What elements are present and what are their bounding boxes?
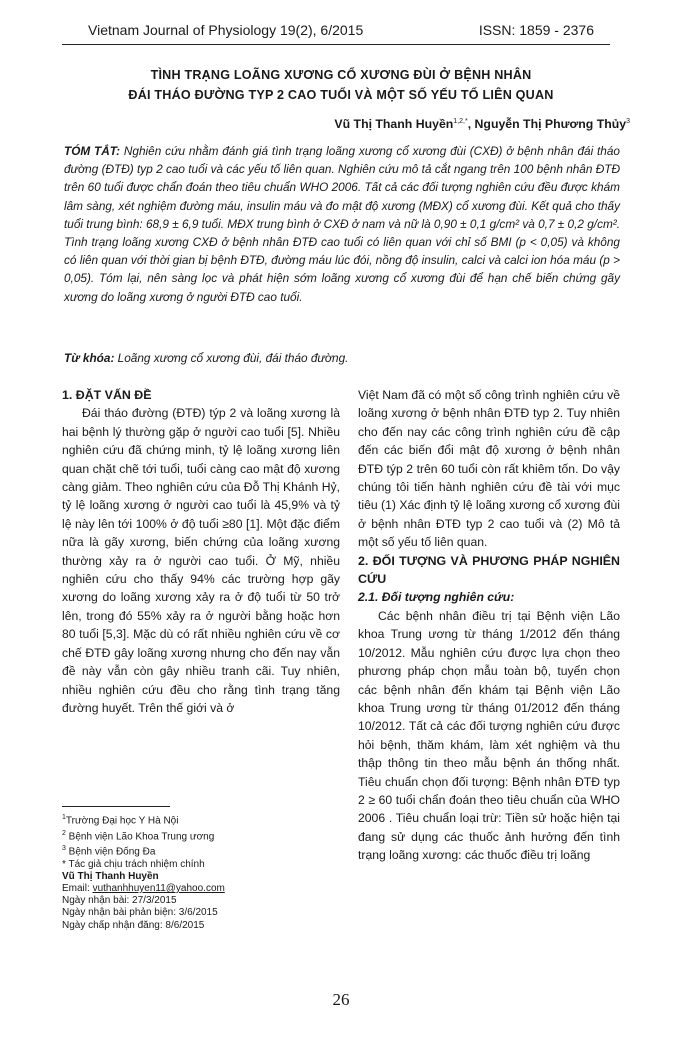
- date-received: Ngày nhận bài: 27/3/2015: [62, 895, 177, 907]
- section-1-paragraph-1: Đái tháo đường (ĐTĐ) týp 2 và loãng xương là hai bệnh lý thường gặp ở người cao tuổi [5]. Nhiều nghiên cứu đã chứng minh, tỷ lệ loãng xương liên quan chặt chẽ tới tuổi, tuổi càng cao mật độ xương càng giảm. Theo nghiên cứu của Đỗ Thị Khánh Hỷ, tỷ lệ loãng xương ở người cao tuổi là 45,9% và tỷ lệ này lên tới 100% ở độ tuổi ≥80 [1]. Một đặc điểm nữa là gãy xương, biến chứng của loãng xương thường xảy ra ở người cao tuổi. Ở Mỹ, nhiều nghiên cứu cho thấy 94% các trường hợp gãy xương do loãng xương xảy ra ở độ tuổi từ 50 trở lên, trong đó 55% xảy ra ở người bằng hoặc hơn 80 tuổi [5,3]. Mặc dù có rất nhiều nghiên cứu về cơ chế ĐTĐ gây loãng xương nhưng cho đến nay vẫn đề này vẫn còn gây nhiều tranh cãi. Tuy nhiên, nhiều nghiên cứu đều cho rằng tình trạng tăng đường huyết. Trên thế giới và ở: [62, 406, 340, 715]
- footnote-1-mark: 1: [62, 814, 66, 821]
- issn: ISSN: 1859 - 2376: [478, 22, 594, 38]
- footnote-corresponding-name: Vũ Thị Thanh Huyền: [62, 870, 159, 882]
- author-1-affiliation: 1,2,*: [453, 117, 468, 125]
- footnote-corresponding: * Tác giả chịu trách nhiệm chính: [62, 858, 205, 870]
- page-number: 26: [332, 990, 350, 1009]
- author-line: [250, 117, 630, 131]
- footnote-3-mark: 3: [62, 845, 66, 853]
- section-1-heading: 1. ĐẶT VẤN ĐỀ: [62, 388, 152, 402]
- keywords: [64, 351, 620, 365]
- date-accepted: Ngày chấp nhận đăng: 8/6/2015: [62, 919, 205, 931]
- footnote-email: Email: vuthanhhuyen11@yahoo.com: [62, 883, 225, 894]
- left-column: [62, 386, 340, 717]
- author-2: Nguyễn Thị Phương Thủy: [474, 117, 627, 131]
- journal-name: Vietnam Journal of Physiology 19(2), 6/2015: [88, 22, 364, 38]
- author-2-affiliation: 3: [626, 117, 630, 125]
- section-2-1-paragraph: Các bệnh nhân điều trị tại Bệnh viện Lão khoa Trung ương từ tháng 1/2012 đến tháng 10/2012. Mẫu nghiên cứu được lựa chọn theo phương pháp chọn mẫu toàn bộ, tuyển chọn các bệnh nhân đến khám tại Bệnh viện Lão khoa Trung ương từ tháng 01/2012 đến tháng 10/2012. Tất cả các đối tượng nghiên cứu được hỏi bệnh, thăm khám, làm xét nghiệm và thu thập thông tin theo mẫu bệnh án thống nhất. Tiêu chuẩn chọn đối tượng: Bệnh nhân ĐTĐ typ 2 ≥ 60 tuổi chẩn đoán theo tiêu chuẩn của WHO 2006 . Tiêu chuẩn loại trừ: Tiền sử hoặc hiện tại đang sử dụng các thuốc ảnh hưởng đến tình trạng loãng xương: các thuốc điều trị loãng: [358, 608, 620, 863]
- right-column: [358, 386, 620, 865]
- section-1-paragraph-2: Việt Nam đã có một số công trình nghiên cứu về loãng xương ở bệnh nhân ĐTĐ typ 2. Tuy nhiên cho đến nay các công trình nghiên cứu đề cập đến các biến đổi mật độ xương ở bệnh nhân ĐTĐ týp 2 trên 60 tuổi còn rất khiêm tốn. Do vậy chúng tôi tiến hành nghiên cứu đề tài với mục tiêu (1) Xác định tỷ lệ loãng xương cổ xương đùi ở bệnh nhân ĐTĐ typ 2 cao tuổi và (2) Mô tả một số yếu tố liên quan.: [358, 388, 620, 550]
- keywords-label: Từ khóa:: [64, 351, 115, 365]
- title-line-1: TÌNH TRẠNG LOÃNG XƯƠNG CỔ XƯƠNG ĐÙI Ở BỆNH NHÂN: [150, 68, 532, 82]
- footnote-2: $^2$ Bệnh viện Lão Khoa Trung ương: [62, 829, 215, 842]
- footnotes: [62, 812, 340, 932]
- header-rule: [62, 44, 610, 45]
- footnote-rule: [62, 806, 170, 807]
- section-2-heading: 2. ĐỐI TƯỢNG VÀ PHƯƠNG PHÁP NGHIÊN CỨU: [358, 553, 620, 587]
- date-reviewed: Ngày nhận bài phản biện: 3/6/2015: [62, 907, 218, 919]
- title-line-2: ĐÁI THÁO ĐƯỜNG TYP 2 CAO TUỔI VÀ MỘT SỐ YẾU TỐ LIÊN QUAN: [128, 88, 554, 102]
- footnote-3: $^3$ Bệnh viện Đống Đa: [62, 845, 156, 858]
- abstract-label: TÓM TẮT:: [64, 144, 121, 158]
- email-link[interactable]: vuthanhhuyen11@yahoo.com: [92, 883, 225, 894]
- author-1: Vũ Thị Thanh Huyền: [334, 117, 454, 131]
- abstract: [64, 142, 620, 306]
- author-separator: ,: [467, 117, 475, 131]
- keywords-text: Loãng xương cổ xương đùi, đái tháo đường.: [114, 351, 349, 365]
- running-header: [88, 22, 594, 38]
- abstract-text: Nghiên cứu nhằm đánh giá tình trạng loãng xương cổ xương đùi (CXĐ) ở bệnh nhân đái tháo đường (ĐTĐ) typ 2 cao tuổi và các yếu tố liên quan. Nghiên cứu mô tả cắt ngang trên 100 bệnh nhân ĐTĐ trên 60 tuổi được chẩn đoán theo tiêu chuẩn WHO 2006. Tất cả các đối tượng nghiên cứu đều được khám lâm sàng, xét nghiệm đường máu, insulin máu và đo mật độ xương (MĐX) cổ xương đùi. Kết quả cho thấy tuổi trung bình: 68,9 ± 6,9 tuổi. MĐX trung bình ở CXĐ ở nam và nữ là 0,90 ± 0,1 g/cm² và 0,7 ± 0,2 g/cm². Tình trạng loãng xương CXĐ ở bệnh nhân ĐTĐ cao tuổi có liên quan với chỉ số BMI (p < 0,05) và không có liên quan với thời gian bị bệnh ĐTĐ, đường máu lúc đói, nồng độ insulin, calci và calci ion hóa máu (p > 0,05). Tóm lại, nên sàng lọc và phát hiện sớm loãng xương cổ xương đùi để hạn chế biến chứng gãy xương do loãng xương ở người ĐTĐ cao tuổi.: [64, 144, 620, 304]
- footnote-1: $^1$Trường Đại học Y Hà Nội: [62, 814, 179, 827]
- footnote-2-mark: 2: [62, 829, 66, 837]
- section-2-1-heading: 2.1. Đối tượng nghiên cứu:: [358, 590, 515, 605]
